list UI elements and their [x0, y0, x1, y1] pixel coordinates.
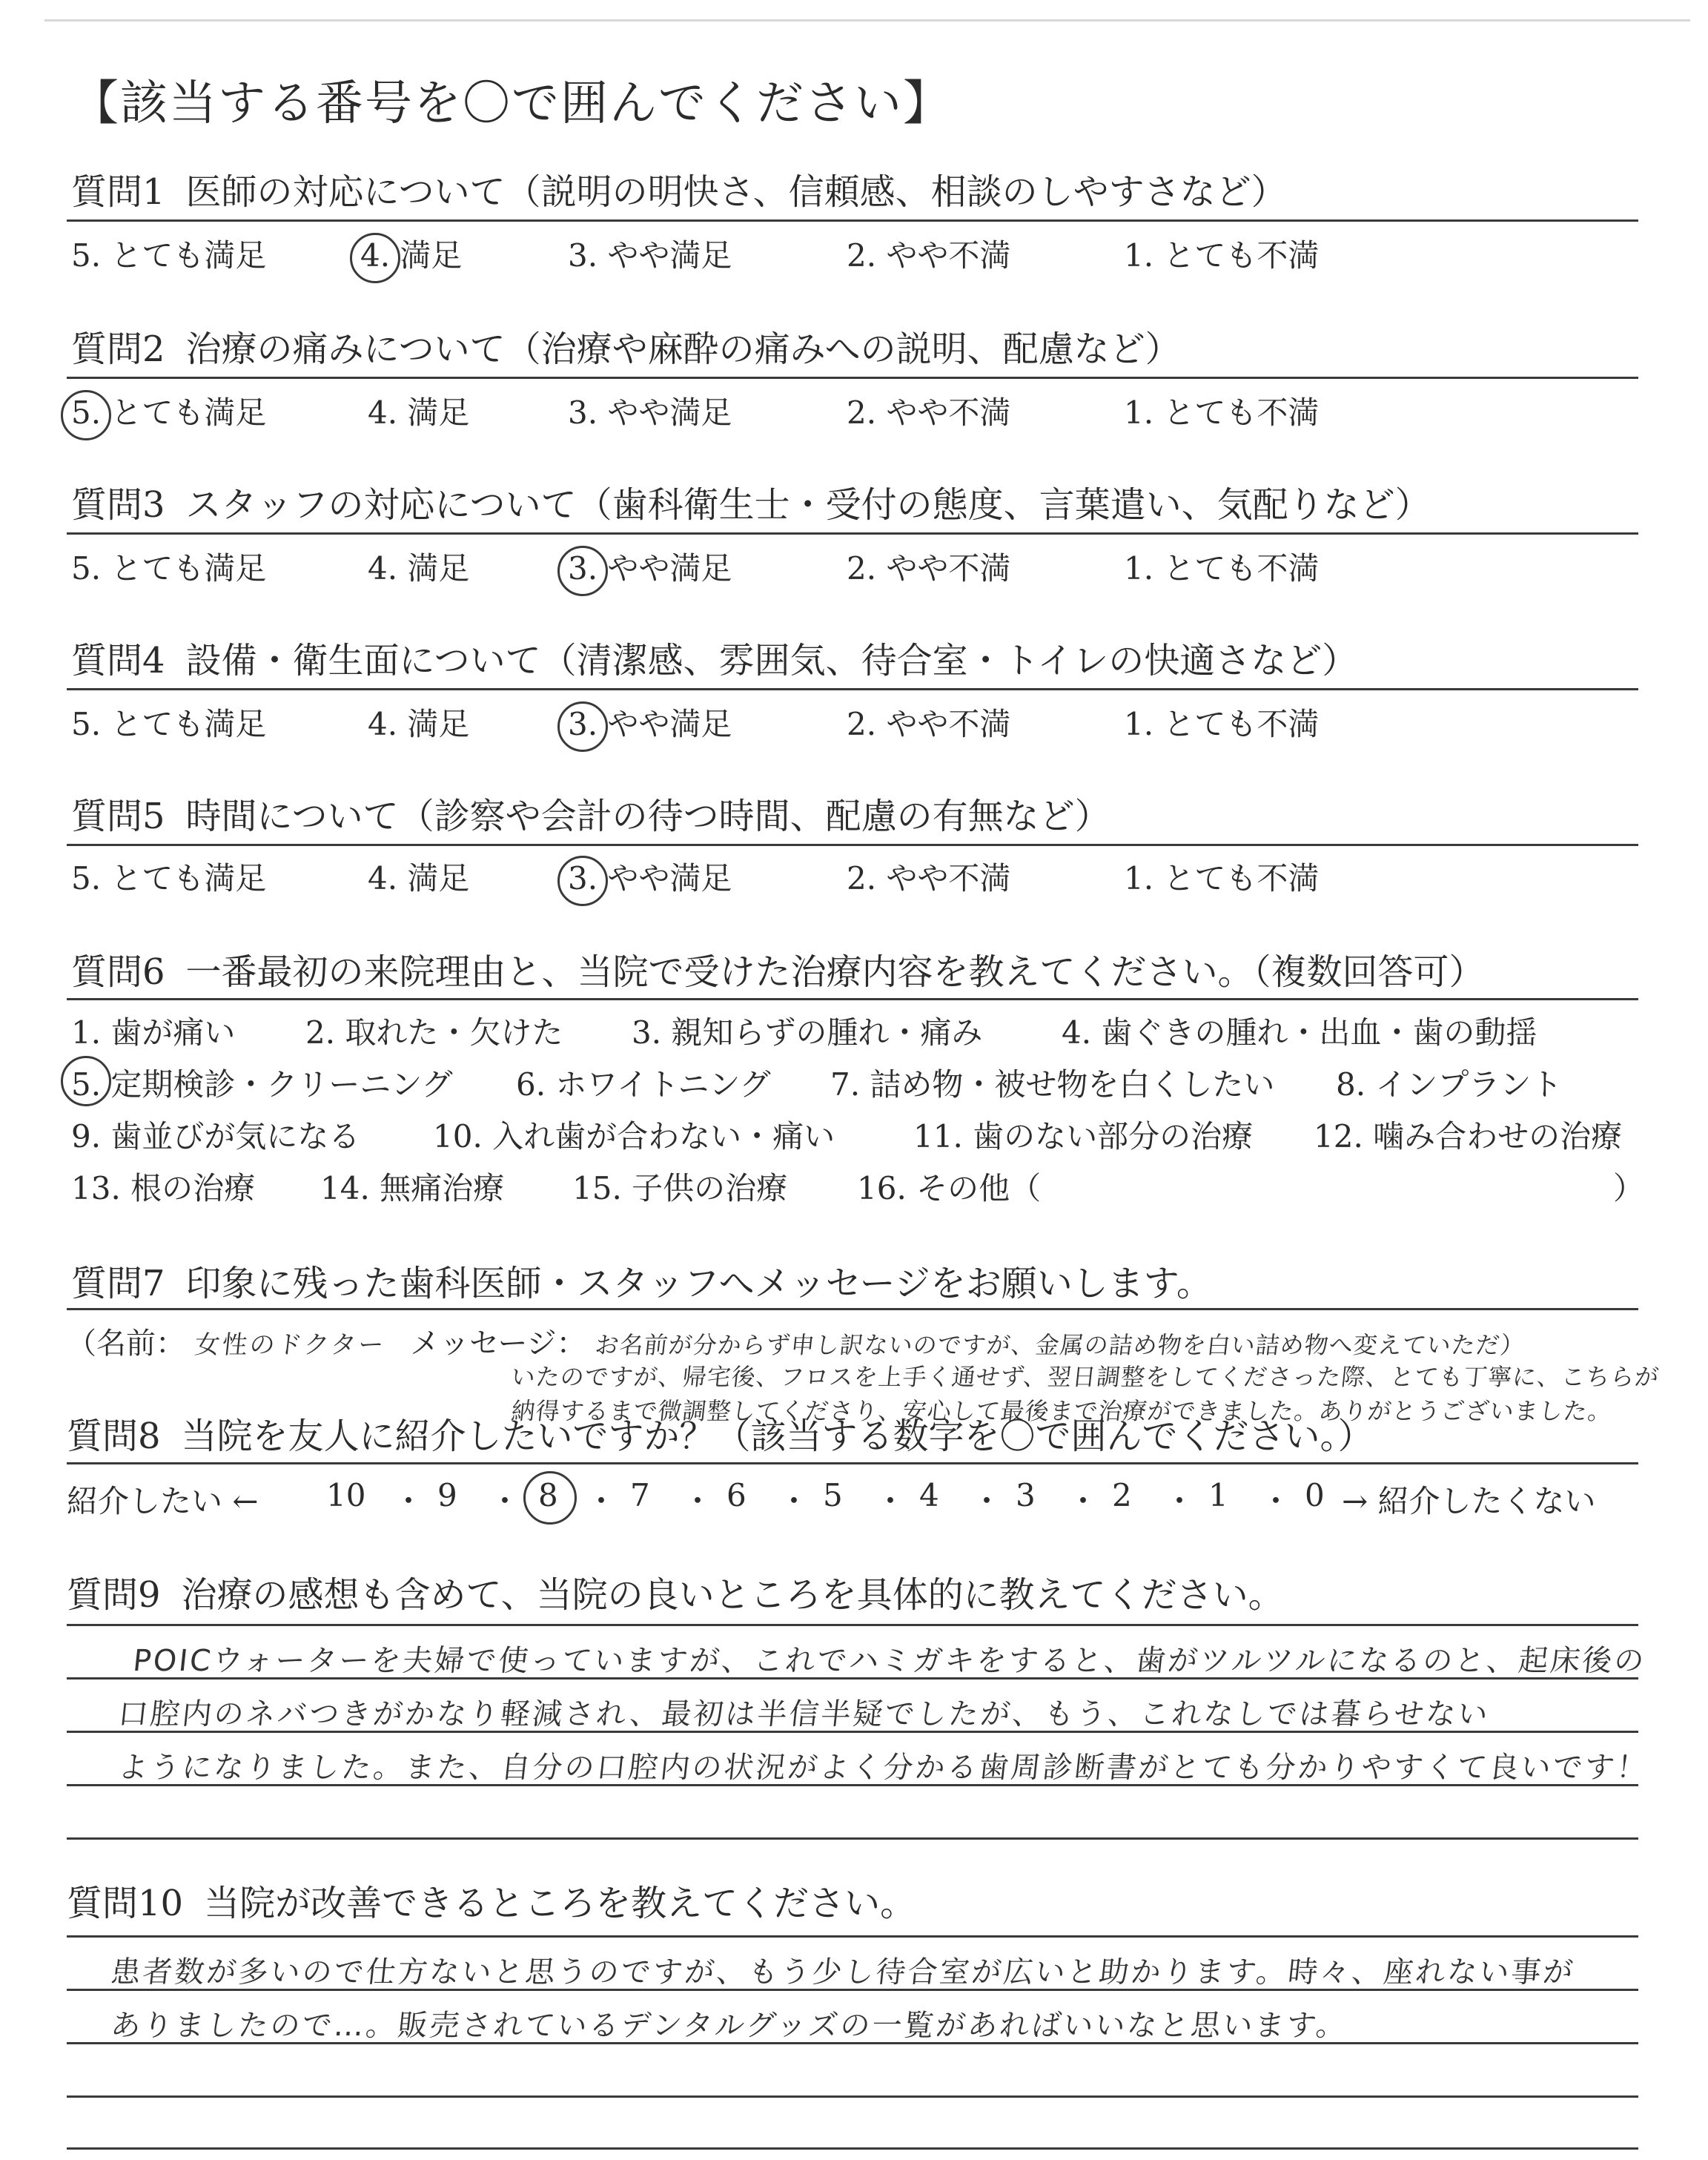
option-3[interactable]: 3. 親知らずの腫れ・痛み — [632, 1014, 983, 1051]
scale-dot: ・ — [586, 1483, 618, 1519]
q10-answer-line-2: ありましたので…。販売されているデンタルグッズの一覧があればいいなと思います。 — [109, 2009, 1350, 2043]
option-8[interactable]: 8. インプラント — [1336, 1066, 1563, 1103]
option-1[interactable]: 1. とても不満 — [1124, 706, 1320, 742]
question-number: 質問9 — [67, 1574, 161, 1616]
name-label: （名前： — [67, 1327, 185, 1361]
divider — [67, 532, 1638, 535]
q10-answer-line-1: 患者数が多いので仕方ないと思うのですが、もう少し待合室が広いと助かります。時々、座れない事が — [109, 1955, 1577, 1989]
q6-options — [71, 1008, 1643, 1216]
option-4[interactable]: 4. 満足 — [368, 706, 470, 742]
selection-circle — [61, 1056, 111, 1106]
message-label: メッセージ： — [410, 1327, 586, 1361]
selection-circle — [557, 701, 608, 752]
option-6[interactable]: 6. ホワイトニング — [516, 1066, 771, 1103]
question-2 — [71, 326, 1635, 372]
scale-dot: ・ — [489, 1483, 521, 1519]
scale-right-label: → 紹介したくない — [1342, 1483, 1596, 1519]
divider — [67, 844, 1638, 846]
question-title: 医師の対応について（説明の明快さ、信頼感、相談のしやすさなど） — [185, 171, 1287, 213]
option-4[interactable]: 4. 満足 — [368, 394, 470, 431]
scale-dot: ・ — [875, 1483, 907, 1519]
option-2[interactable]: 2. やや不満 — [847, 550, 1011, 587]
question-10 — [67, 1880, 1631, 1926]
option-5[interactable]: 5. とても満足 — [71, 550, 267, 587]
option-1[interactable]: 1. とても不満 — [1124, 237, 1320, 274]
q3-options — [71, 544, 1320, 589]
divider — [67, 377, 1638, 379]
question-title: 印象に残った歯科医師・スタッフへメッセージをお願いします。 — [185, 1263, 1212, 1304]
answer-line — [67, 1784, 1638, 1786]
answer-line — [67, 2095, 1638, 2098]
answer-line — [67, 2147, 1638, 2150]
question-7 — [71, 1261, 1635, 1307]
scale-1[interactable]: 1 — [1208, 1477, 1228, 1513]
scale-dot: ・ — [971, 1483, 1003, 1519]
question-9 — [67, 1572, 1631, 1618]
question-1 — [71, 169, 1635, 215]
q5-options — [71, 854, 1320, 899]
option-4[interactable]: 4. 満足 — [368, 550, 470, 587]
question-number: 質問6 — [71, 951, 165, 993]
scale-dot: ・ — [1260, 1483, 1292, 1519]
option-15[interactable]: 15. 子供の治療 — [572, 1170, 788, 1206]
question-title: 一番最初の来院理由と、当院で受けた治療内容を教えてください。（複数回答可） — [185, 951, 1485, 993]
option-16[interactable]: 16. その他（ — [857, 1170, 1042, 1206]
option-3-selected[interactable]: 3. やや満足 — [568, 706, 732, 742]
question-title: 設備・衛生面について（清潔感、雰囲気、待合室・トイレの快適さなど） — [185, 640, 1358, 681]
question-3 — [71, 482, 1635, 528]
q9-answer-line-2: 口腔内のネバつきがかなり軽減され、最初は半信半疑でしたが、もう、これなしでは暮らせない — [116, 1697, 1492, 1731]
message-line-3: 納得するまで微調整してくださり、安心して最後まで治療ができました。ありがとうございました。 — [509, 1397, 1614, 1425]
divider — [67, 688, 1638, 690]
message-line-1: お名前が分からず申し訳ないのですが、金属の詰め物を白い詰め物へ変えていただ） — [594, 1331, 1527, 1359]
answer-line — [67, 1989, 1638, 1991]
referral-scale: 紹介したい ← 10 ・ 9 ・ 8 ・ 7 ・ 6 ・ 5 ・ 4 ・ 3 ・ 2 ・ 1 ・ 0 → 紹介したくない — [67, 1477, 1638, 1522]
scale-6[interactable]: 6 — [726, 1477, 747, 1513]
scale-2[interactable]: 2 — [1112, 1477, 1132, 1513]
option-3[interactable]: 3. やや満足 — [568, 237, 732, 274]
scale-dot: ・ — [393, 1483, 425, 1519]
question-8 — [67, 1413, 1631, 1459]
divider — [67, 998, 1638, 1000]
option-16-close: ） — [1613, 1170, 1645, 1206]
option-3[interactable]: 3. やや満足 — [568, 394, 732, 431]
q4-options — [71, 700, 1320, 744]
option-4[interactable]: 4. 満足 — [368, 860, 470, 896]
scale-dot: ・ — [778, 1483, 810, 1519]
selection-circle — [557, 546, 608, 596]
divider — [67, 1462, 1638, 1464]
option-1[interactable]: 1. とても不満 — [1124, 550, 1320, 587]
question-number: 質問10 — [67, 1883, 184, 1924]
answer-line — [67, 1731, 1638, 1733]
question-title: 当院を友人に紹介したいですか？（該当する数字を〇で囲んでください。） — [181, 1416, 1374, 1457]
option-5-selected[interactable]: 5. 定期検診・クリーニング — [71, 1060, 453, 1105]
message-line-2: いたのですが、帰宅後、フロスを上手く通せず、翌日調整をしてくださった際、とても丁寧に、こちらが — [509, 1363, 1661, 1391]
scale-dot: ・ — [682, 1483, 714, 1519]
question-number: 質問5 — [71, 796, 165, 837]
option-1[interactable]: 1. とても不満 — [1124, 860, 1320, 896]
q1-options — [71, 231, 1320, 276]
question-number: 質問8 — [67, 1416, 161, 1457]
option-2[interactable]: 2. やや不満 — [847, 394, 1011, 431]
question-number: 質問7 — [71, 1263, 165, 1304]
option-13[interactable]: 13. 根の治療 — [71, 1170, 256, 1206]
name-value: 女性のドクター — [193, 1330, 388, 1360]
answer-line — [67, 1677, 1638, 1680]
option-5[interactable]: 5. とても満足 — [71, 860, 267, 896]
option-9[interactable]: 9. 歯並びが気になる — [71, 1118, 360, 1155]
option-5[interactable]: 5. とても満足 — [71, 706, 267, 742]
scale-7[interactable]: 7 — [630, 1477, 650, 1513]
option-5-selected[interactable]: 5. とても満足 — [71, 394, 266, 431]
divider — [67, 219, 1638, 222]
scale-left-label: 紹介したい ← — [67, 1483, 259, 1519]
selection-circle — [61, 390, 111, 440]
option-2[interactable]: 2. やや不満 — [847, 860, 1011, 896]
option-5[interactable]: 5. とても満足 — [71, 237, 267, 274]
scale-dot: ・ — [1164, 1483, 1196, 1519]
question-number: 質問4 — [71, 640, 165, 681]
scale-10[interactable]: 10 — [326, 1477, 366, 1513]
selection-circle — [557, 856, 608, 906]
divider — [67, 1935, 1638, 1938]
scale-4[interactable]: 4 — [919, 1477, 939, 1513]
option-3-selected[interactable]: 3. やや満足 — [568, 550, 732, 587]
answer-line — [67, 2042, 1638, 2044]
option-7[interactable]: 7. 詰め物・被せ物を白くしたい — [830, 1066, 1275, 1103]
scale-0[interactable]: 0 — [1305, 1477, 1325, 1513]
answer-line — [67, 1837, 1638, 1840]
selection-circle — [350, 233, 400, 283]
divider — [67, 1308, 1638, 1310]
question-number: 質問1 — [71, 171, 165, 213]
option-1[interactable]: 1. 歯が痛い — [71, 1014, 236, 1051]
option-11[interactable]: 11. 歯のない部分の治療 — [913, 1118, 1254, 1155]
divider — [67, 1624, 1638, 1626]
question-title: 当院が改善できるところを教えてください。 — [204, 1883, 916, 1924]
option-3-selected[interactable]: 3. やや満足 — [568, 860, 732, 896]
option-10[interactable]: 10. 入れ歯が合わない・痛い — [433, 1118, 835, 1155]
top-border — [44, 19, 1690, 22]
q2-options — [71, 389, 1320, 433]
scale-5[interactable]: 5 — [823, 1477, 843, 1513]
scale-9[interactable]: 9 — [437, 1477, 457, 1513]
question-number: 質問3 — [71, 484, 165, 526]
option-2[interactable]: 2. 取れた・欠けた — [305, 1014, 563, 1051]
question-6 — [71, 949, 1635, 995]
page-heading: 【該当する番号を〇で囲んでください】 — [71, 76, 952, 131]
option-1[interactable]: 1. とても不満 — [1124, 394, 1320, 431]
option-14[interactable]: 14. 無痛治療 — [320, 1170, 505, 1206]
option-12[interactable]: 12. 噛み合わせの治療 — [1314, 1118, 1623, 1155]
question-5 — [71, 793, 1635, 839]
q7-answer — [67, 1320, 1525, 1362]
option-2[interactable]: 2. やや不満 — [847, 237, 1011, 274]
question-title: 時間について（診察や会計の待つ時間、配慮の有無など） — [185, 796, 1110, 837]
question-title: 治療の感想も含めて、当院の良いところを具体的に教えてください。 — [181, 1574, 1284, 1616]
q9-answer-line-3: ようになりました。また、自分の口腔内の状況がよく分かる歯周診断書がとても分かりやすくて良いです！ — [116, 1751, 1651, 1785]
scale-3[interactable]: 3 — [1016, 1477, 1036, 1513]
scale-dot: ・ — [1068, 1483, 1099, 1519]
q9-answer-line-1: POICウォーターを夫婦で使っていますが、これでハミガキをすると、歯がツルツルになるのと、起床後の — [131, 1644, 1648, 1678]
option-2[interactable]: 2. やや不満 — [847, 706, 1011, 742]
question-title: スタッフの対応について（歯科衛生士・受付の態度、言葉遣い、気配りなど） — [185, 484, 1431, 526]
question-4 — [71, 638, 1635, 684]
option-4[interactable]: 4. 歯ぐきの腫れ・出血・歯の動揺 — [1062, 1014, 1537, 1051]
option-4-selected[interactable]: 4. 満足 — [360, 237, 462, 274]
question-number: 質問2 — [71, 328, 165, 370]
question-title: 治療の痛みについて（治療や麻酔の痛みへの説明、配慮など） — [185, 328, 1181, 370]
